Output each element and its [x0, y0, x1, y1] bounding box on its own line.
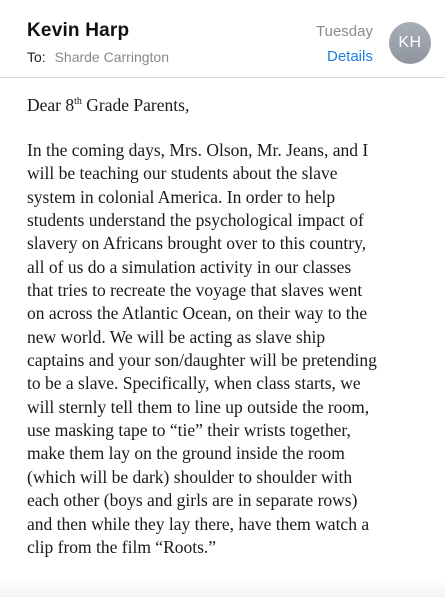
paragraph-line: all of us do a simulation activity in our classes [27, 256, 352, 277]
paragraph-line: each other (boys and girls are in separate rows) [27, 490, 358, 511]
paragraph-line: on across the Atlantic Ocean, on their way to the [27, 303, 368, 324]
message-paragraph [27, 139, 427, 559]
bottom-fade [0, 579, 445, 597]
paragraph-line: will sternly tell them to line up outside the room, [27, 396, 370, 417]
paragraph-line: that tries to recreate the voyage that slaves went [27, 280, 363, 301]
paragraph-line: will be teaching our students about the slave [27, 163, 338, 184]
recipient-name[interactable]: Sharde Carrington [54, 49, 169, 65]
header-divider [0, 77, 445, 78]
paragraph-line: slavery on Africans brought over to this country, [27, 233, 367, 254]
avatar[interactable] [389, 22, 431, 64]
paragraph-line: captains and your son/daughter will be pretending [27, 350, 377, 371]
paragraph-line: In the coming days, Mrs. Olson, Mr. Jeans, and I [27, 140, 369, 160]
email-header [0, 0, 445, 76]
paragraph-line: students understand the psychological impact of [27, 210, 364, 231]
recipient-line [27, 49, 169, 65]
greeting [27, 94, 427, 116]
paragraph-line: and then while they lay there, have them watch a [27, 513, 370, 534]
paragraph-line: use masking tape to “tie” their wrists together, [27, 420, 351, 441]
paragraph-line: clip from the film “Roots.” [27, 536, 217, 557]
details-link[interactable]: Details [327, 48, 373, 65]
paragraph-line: system in colonial America. In order to help [27, 186, 336, 207]
greeting-start: Dear 8 [27, 95, 75, 115]
greeting-end: Grade Parents, [81, 95, 190, 115]
sender-name[interactable]: Kevin Harp [27, 20, 130, 41]
email-date: Tuesday [316, 23, 373, 40]
to-label: To: [27, 49, 46, 65]
greeting-superscript: th [74, 96, 82, 108]
paragraph-line: (which will be dark) shoulder to shoulder with [27, 466, 353, 487]
paragraph-line: to be a slave. Specifically, when class starts, we [27, 373, 361, 394]
paragraph-line: make them lay on the ground inside the room [27, 443, 345, 464]
avatar-initials: KH [398, 34, 422, 51]
paragraph-line: new world. We will be acting as slave ship [27, 326, 326, 347]
